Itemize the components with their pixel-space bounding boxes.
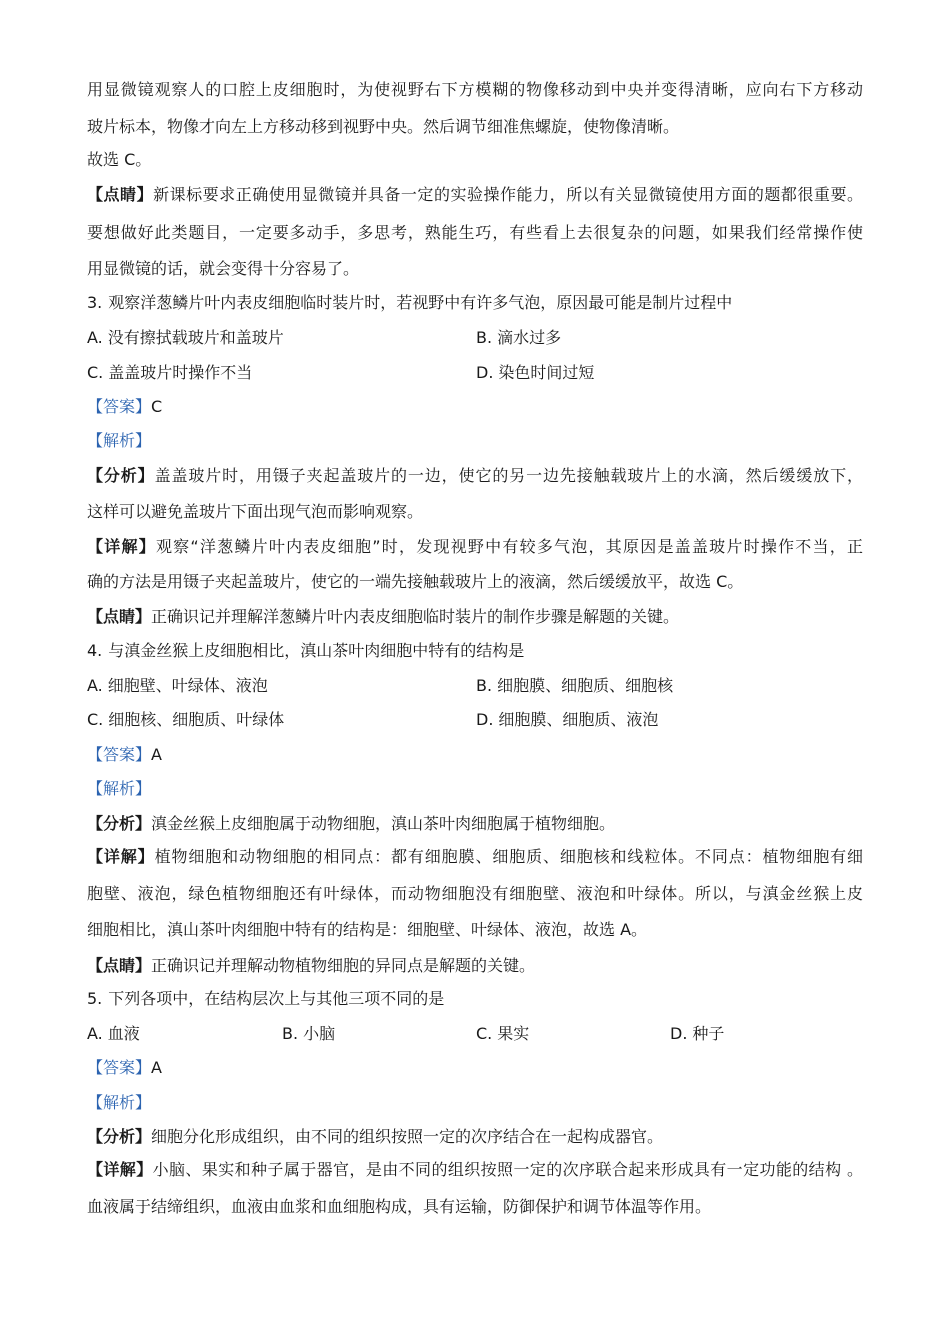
q2-tip-line-3: 用显微镜的话，就会变得十分容易了。 <box>87 259 360 278</box>
q2-tip-line-2: 要想做好此类题目，一定要多动手，多思考，熟能生巧，有些看上去很复杂的问题，如果我们经常操作使 <box>87 223 863 242</box>
q3-fenxi-tag: 【分析】 <box>87 466 155 485</box>
q4-xiangjie-line-2: 胞壁、液泡，绿色植物细胞还有叶绿体，而动物细胞没有细胞壁、液泡和叶绿体。所以，与滇金丝猴上皮 <box>87 884 863 903</box>
q2-explain-line-2: 玻片标本，物像才向左上方移动移到视野中央。然后调节细准焦螺旋，使物像清晰。 <box>87 117 680 136</box>
q3-analysis-heading <box>87 431 151 451</box>
q4-stem-text: 与滇金丝猴上皮细胞相比，滇山茶叶肉细胞中特有的结构是 <box>108 641 525 660</box>
q4-option-a <box>87 676 268 696</box>
q4-fenxi-line-1 <box>87 814 615 834</box>
q3-option-c <box>87 363 252 383</box>
option-text: 滴水过多 <box>497 328 562 347</box>
q3-fenxi-text-1: 盖盖玻片时，用镊子夹起盖玻片的一边，使它的另一边先接触载玻片上的水滴，然后缓缓放下， <box>154 466 863 485</box>
q4-fenxi-text-1: 滇金丝猴上皮细胞属于动物细胞，滇山茶叶肉细胞属于植物细胞。 <box>151 814 616 833</box>
option-letter: C. <box>87 710 104 729</box>
q4-options-row-2 <box>87 710 863 730</box>
q3-option-b <box>476 328 561 348</box>
q4-option-c <box>87 710 284 730</box>
q4-xiangjie-line-3: 细胞相比，滇山茶叶肉细胞中特有的结构是：细胞壁、叶绿体、液泡，故选 A。 <box>87 920 648 939</box>
option-letter: B. <box>282 1024 299 1043</box>
q3-options-row-1 <box>87 328 863 348</box>
option-text: 果实 <box>497 1024 530 1043</box>
q4-xiangjie-text-1: 植物细胞和动物细胞的相同点：都有细胞膜、细胞质、细胞核和线粒体。不同点：植物细胞有细 <box>154 847 863 866</box>
option-letter: A. <box>87 328 103 347</box>
option-text: 盖盖玻片时操作不当 <box>108 363 253 382</box>
q3-answer-value: C <box>151 397 163 416</box>
q5-fenxi-text-1: 细胞分化形成组织，由不同的组织按照一定的次序结合在一起构成器官。 <box>151 1127 664 1146</box>
q3-xiangjie-text-1: 观察“洋葱鳞片叶内表皮细胞”时，发现视野中有较多气泡，其原因是盖盖玻片时操作不当，正 <box>155 537 863 556</box>
q4-number: 4. <box>87 641 103 660</box>
q4-option-d <box>476 710 658 730</box>
q2-tip-tag: 【点睛】 <box>87 185 154 204</box>
option-letter: D. <box>670 1024 688 1043</box>
q5-analysis-tag: 【解析】 <box>87 1093 152 1112</box>
q5-xiangjie-line-2: 血液属于结缔组织，血液由血浆和血细胞构成，具有运输，防御保护和调节体温等作用。 <box>87 1197 712 1216</box>
option-text: 染色时间过短 <box>498 363 595 382</box>
option-letter: C. <box>476 1024 493 1043</box>
q5-option-a <box>87 1024 140 1044</box>
q5-number: 5. <box>87 989 103 1008</box>
q5-answer <box>87 1058 162 1078</box>
q5-option-b <box>282 1024 335 1044</box>
option-letter: D. <box>476 710 494 729</box>
option-letter: A. <box>87 676 103 695</box>
q2-choice: 故选 C。 <box>87 150 152 169</box>
q5-option-d <box>670 1024 724 1044</box>
q3-option-d <box>476 363 594 383</box>
q3-tip-line-1 <box>87 607 679 627</box>
q4-answer <box>87 745 162 765</box>
q5-option-c <box>476 1024 529 1044</box>
q5-answer-value: A <box>151 1058 162 1077</box>
q3-stem <box>87 293 732 313</box>
q4-xiangjie-line-1 <box>87 847 863 867</box>
q5-fenxi-line-1 <box>87 1127 663 1147</box>
q3-analysis-tag: 【解析】 <box>87 431 152 450</box>
q3-option-a <box>87 328 284 348</box>
q4-analysis-heading <box>87 779 151 799</box>
q4-tip-line-1 <box>87 956 535 976</box>
q4-xiangjie-tag: 【详解】 <box>87 847 155 866</box>
q3-answer-tag: 【答案】 <box>87 397 152 416</box>
q3-number: 3. <box>87 293 103 312</box>
option-text: 小脑 <box>303 1024 336 1043</box>
q3-tip-text-1: 正确识记并理解洋葱鳞片叶内表皮细胞临时装片的制作步骤是解题的关键。 <box>151 607 680 626</box>
q4-option-b <box>476 676 673 696</box>
q3-tip-tag: 【点睛】 <box>87 607 152 626</box>
q4-tip-text-1: 正确识记并理解动物植物细胞的异同点是解题的关键。 <box>151 956 536 975</box>
q5-answer-tag: 【答案】 <box>87 1058 152 1077</box>
q5-analysis-heading <box>87 1093 151 1113</box>
q4-stem <box>87 641 524 661</box>
q4-analysis-tag: 【解析】 <box>87 779 152 798</box>
q3-xiangjie-line-2: 确的方法是用镊子夹起盖玻片，使它的一端先接触载玻片上的液滴，然后缓缓放平，故选 C。 <box>87 572 744 591</box>
q2-tip-line-1 <box>87 185 863 205</box>
q3-stem-text: 观察洋葱鳞片叶内表皮细胞临时装片时，若视野中有许多气泡，原因最可能是制片过程中 <box>108 293 733 312</box>
q4-answer-tag: 【答案】 <box>87 745 152 764</box>
q5-xiangjie-tag: 【详解】 <box>87 1160 153 1179</box>
option-text: 细胞壁、叶绿体、液泡 <box>107 676 268 695</box>
option-text: 没有擦拭载玻片和盖玻片 <box>107 328 284 347</box>
q2-explain-line-1: 用显微镜观察人的口腔上皮细胞时，为使视野右下方模糊的物像移动到中央并变得清晰，应向右下方移动 <box>87 80 863 99</box>
option-letter: D. <box>476 363 494 382</box>
option-text: 细胞核、细胞质、叶绿体 <box>108 710 285 729</box>
q4-tip-tag: 【点睛】 <box>87 956 152 975</box>
q5-xiangjie-line-1 <box>87 1160 863 1180</box>
option-letter: C. <box>87 363 104 382</box>
q4-answer-value: A <box>151 745 162 764</box>
option-text: 种子 <box>692 1024 725 1043</box>
option-letter: B. <box>476 676 493 695</box>
option-letter: A. <box>87 1024 103 1043</box>
option-text: 血液 <box>107 1024 140 1043</box>
q5-xiangjie-text-1: 小脑、果实和种子属于器官，是由不同的组织按照一定的次序联合起来形成具有一定功能的结构 。 <box>152 1160 863 1179</box>
option-text: 细胞膜、细胞质、细胞核 <box>497 676 674 695</box>
option-letter: B. <box>476 328 493 347</box>
q5-stem-text: 下列各项中，在结构层次上与其他三项不同的是 <box>108 989 445 1008</box>
q4-options-row-1 <box>87 676 863 696</box>
q5-fenxi-tag: 【分析】 <box>87 1127 152 1146</box>
q4-fenxi-tag: 【分析】 <box>87 814 152 833</box>
option-text: 细胞膜、细胞质、液泡 <box>498 710 659 729</box>
q3-answer <box>87 397 162 417</box>
q2-tip-text-1: 新课标要求正确使用显微镜并具备一定的实验操作能力，所以有关显微镜使用方面的题都很重要。 <box>153 185 863 204</box>
q3-xiangjie-tag: 【详解】 <box>87 537 156 556</box>
q3-fenxi-line-2: 这样可以避免盖玻片下面出现气泡而影响观察。 <box>87 502 424 521</box>
q5-options-row <box>87 1024 863 1044</box>
q5-stem <box>87 989 444 1009</box>
q3-xiangjie-line-1 <box>87 537 863 557</box>
q3-fenxi-line-1 <box>87 466 863 486</box>
q3-options-row-2 <box>87 363 863 383</box>
